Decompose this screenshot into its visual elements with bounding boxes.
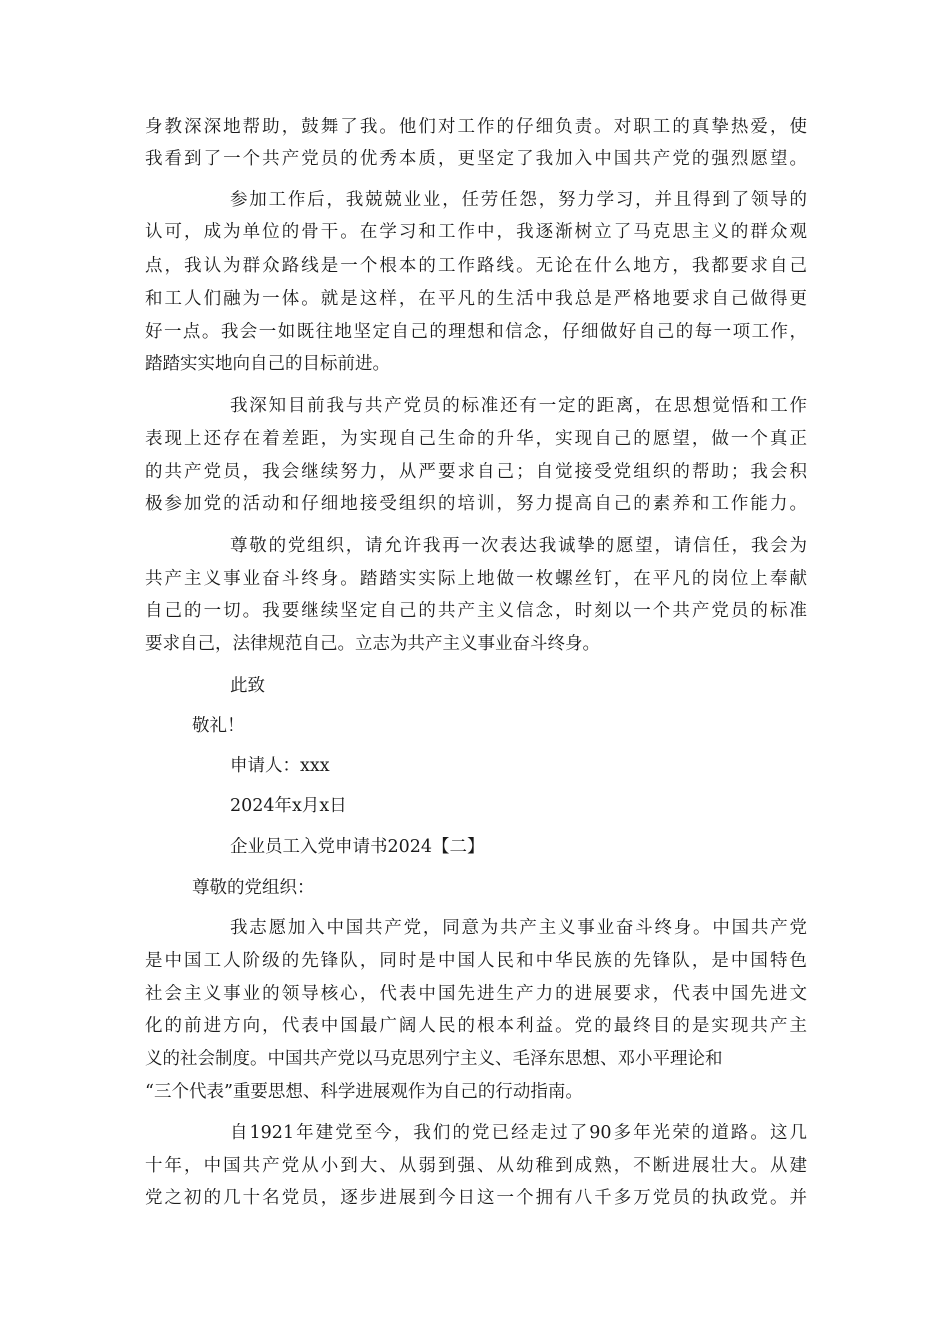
body-text-line: 和工人们融为一体。就是这样，在平凡的生活中我总是严格地要求自己做得更 bbox=[145, 289, 807, 309]
date-text: 2024年x月x日 bbox=[230, 796, 347, 816]
body-text-line: 极参加党的活动和仔细地接受组织的培训，努力提高自己的素养和工作能力。 bbox=[145, 494, 807, 514]
body-text-line: 认可，成为单位的骨干。在学习和工作中，我逐渐树立了马克思主义的群众观 bbox=[145, 222, 807, 242]
body-text-line: 党之初的几十名党员，逐步进展到今日这一个拥有八千多万党员的执政党。并 bbox=[145, 1188, 807, 1208]
body-text-line: 点，我认为群众路线是一个根本的工作路线。无论在什么地方，我都要求自己 bbox=[145, 256, 807, 276]
body-text-line: 的共产党员，我会继续努力，从严要求自己；自觉接受党组织的帮助；我会积 bbox=[145, 462, 807, 482]
salute-text: 敬礼！ bbox=[192, 716, 245, 736]
closing-text: 此致 bbox=[230, 676, 265, 696]
body-text-line: 化的前进方向，代表中国最广阔人民的根本利益。党的最终目的是实现共产主 bbox=[145, 1016, 807, 1036]
body-text-line: 是中国工人阶级的先锋队，同时是中国人民和中华民族的先锋队，是中国特色 bbox=[145, 951, 807, 971]
body-text-line: 好一点。我会一如既往地坚定自己的理想和信念，仔细做好自己的每一项工作， bbox=[145, 322, 807, 342]
body-text-line: 自己的一切。我要继续坚定自己的共产主义信念，时刻以一个共产党员的标准 bbox=[145, 601, 807, 621]
greeting-text: 尊敬的党组织： bbox=[192, 878, 315, 898]
body-text-line: 我深知目前我与共产党员的标准还有一定的距离，在思想觉悟和工作 bbox=[230, 396, 807, 416]
body-text-line: 参加工作后，我兢兢业业，任劳任怨，努力学习，并且得到了领导的 bbox=[230, 190, 807, 210]
body-text-line: 我志愿加入中国共产党，同意为共产主义事业奋斗终身。中国共产党 bbox=[230, 918, 807, 938]
body-text-line: 踏踏实实地向自己的目标前进。 bbox=[145, 354, 390, 374]
body-text-line: 共产主义事业奋斗终身。踏踏实实际上地做一枚螺丝钉，在平凡的岗位上奉献 bbox=[145, 569, 807, 589]
applicant-signature: 申请人：xxx bbox=[230, 756, 330, 776]
section-title: 企业员工入党申请书2024【二】 bbox=[230, 837, 485, 857]
body-text-line: 身教深深地帮助，鼓舞了我。他们对工作的仔细负责。对职工的真挚热爱，使 bbox=[145, 117, 807, 137]
body-text-line: 十年，中国共产党从小到大、从弱到强、从幼稚到成熟，不断进展壮大。从建 bbox=[145, 1156, 807, 1176]
body-text-line: 我看到了一个共产党员的优秀本质，更坚定了我加入中国共产党的强烈愿望。 bbox=[145, 149, 807, 169]
body-text-line: “三个代表”重要思想、科学进展观作为自己的行动指南。 bbox=[145, 1082, 583, 1102]
body-text-line: 社会主义事业的领导核心，代表中国先进生产力的进展要求，代表中国先进文 bbox=[145, 984, 807, 1004]
body-text-line: 自1921年建党至今，我们的党已经走过了90多年光荣的道路。这几 bbox=[230, 1123, 807, 1143]
body-text-line: 义的社会制度。中国共产党以马克思列宁主义、毛泽东思想、邓小平理论和 bbox=[145, 1049, 723, 1069]
body-text-line: 尊敬的党组织，请允许我再一次表达我诚挚的愿望，请信任，我会为 bbox=[230, 536, 807, 556]
body-text-line: 表现上还存在着差距，为实现自己生命的升华，实现自己的愿望，做一个真正 bbox=[145, 429, 807, 449]
body-text-line: 要求自己，法律规范自己。立志为共产主义事业奋斗终身。 bbox=[145, 634, 600, 654]
